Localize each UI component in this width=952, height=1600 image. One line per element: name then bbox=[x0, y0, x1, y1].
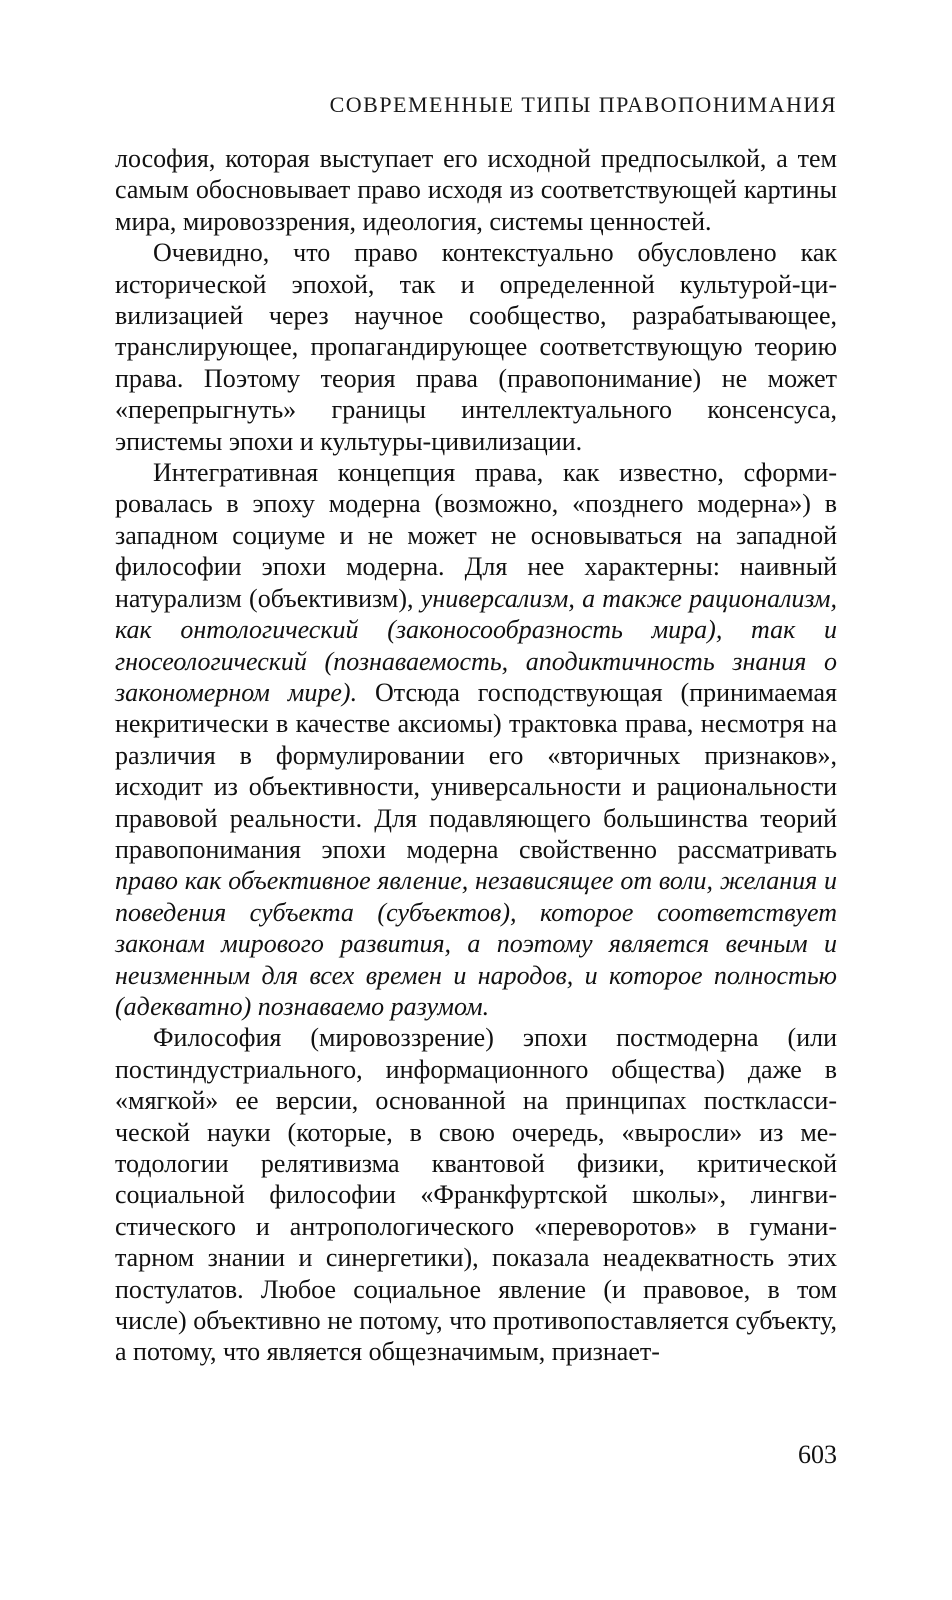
page-number: 603 bbox=[798, 1440, 837, 1469]
paragraph-3-text-a: Интегративная концепция права, как известно, сформировалась в эпоху модерна (возможно, «позднего модерна») в западном социуме и не может не основываться на западной философии эпохи модерна. Для нее характерны: наивный натурализм (объективизм), bbox=[115, 458, 837, 613]
paragraph-3-italic-a: универсализм, а также рационализм, как онтологический (законосообразность мира), так и гносеологический (познаваемость, аподиктичность знания о закономерном мире). bbox=[115, 583, 837, 707]
page-body bbox=[115, 143, 837, 1368]
paragraph-2: Очевидно, что право контекстуально обусловлено как исторической эпохой, так и определенной культурой-цивилизацией через научное сообщество, разрабатывающее, транслирующее, пропагандирующее соответствующую теорию права. Поэтому теория права (правопонимание) не может «перепрыгнуть» границы интеллектуального консенсуса, эпистемы эпохи и культуры-цивилизации. bbox=[115, 238, 837, 456]
paragraph-3-text-b: Отсюда господствующая (принимаемая некритически в качестве аксиомы) трактовка права, несмотря на различия в формулировании его «вторичных признаков», исходит из объективности, универсальности и рациональности правовой реальности. Для подавляющего большинства теорий правопонимания эпохи модерна свойственно рассматривать bbox=[115, 677, 837, 864]
paragraph-3-italic-b: право как объективное явление, независящее от воли, желания и поведения субъекта (субъектов), которое соответствует законам мирового развития, а поэтому является вечным и неизменным для всех времен и народов, и которое полностью (адекватно) познаваемо разумом. bbox=[115, 866, 837, 1021]
paragraph-4: Философия (мировоззрение) эпохи постмодерна (или постиндустриального, информационного общества) даже в «мягкой» ее версии, основанной на принципах постклассической науки (которые, в свою очередь, «выросли» из методологии релятивизма квантовой физики, критической социальной философии «Франкфуртской школы», лингвистического и антропологического «переворотов» в гуманитарном знании и синергетики), показала неадекватность этих постулатов. Любое социальное явление (и правовое, в том числе) объективно не потому, что противопоставляется субъекту, а потому, что является общезначимым, признает- bbox=[115, 1023, 837, 1367]
paragraph-1: лософия, которая выступает его исходной предпосылкой, а тем самым обосновывает право исходя из соответствующей картины мира, мировоззрения, идеология, системы ценностей. bbox=[115, 144, 837, 236]
paragraph-3 bbox=[115, 457, 837, 1022]
running-header: СОВРЕМЕННЫЕ ТИПЫ ПРАВОПОНИМАНИЯ bbox=[329, 92, 837, 117]
